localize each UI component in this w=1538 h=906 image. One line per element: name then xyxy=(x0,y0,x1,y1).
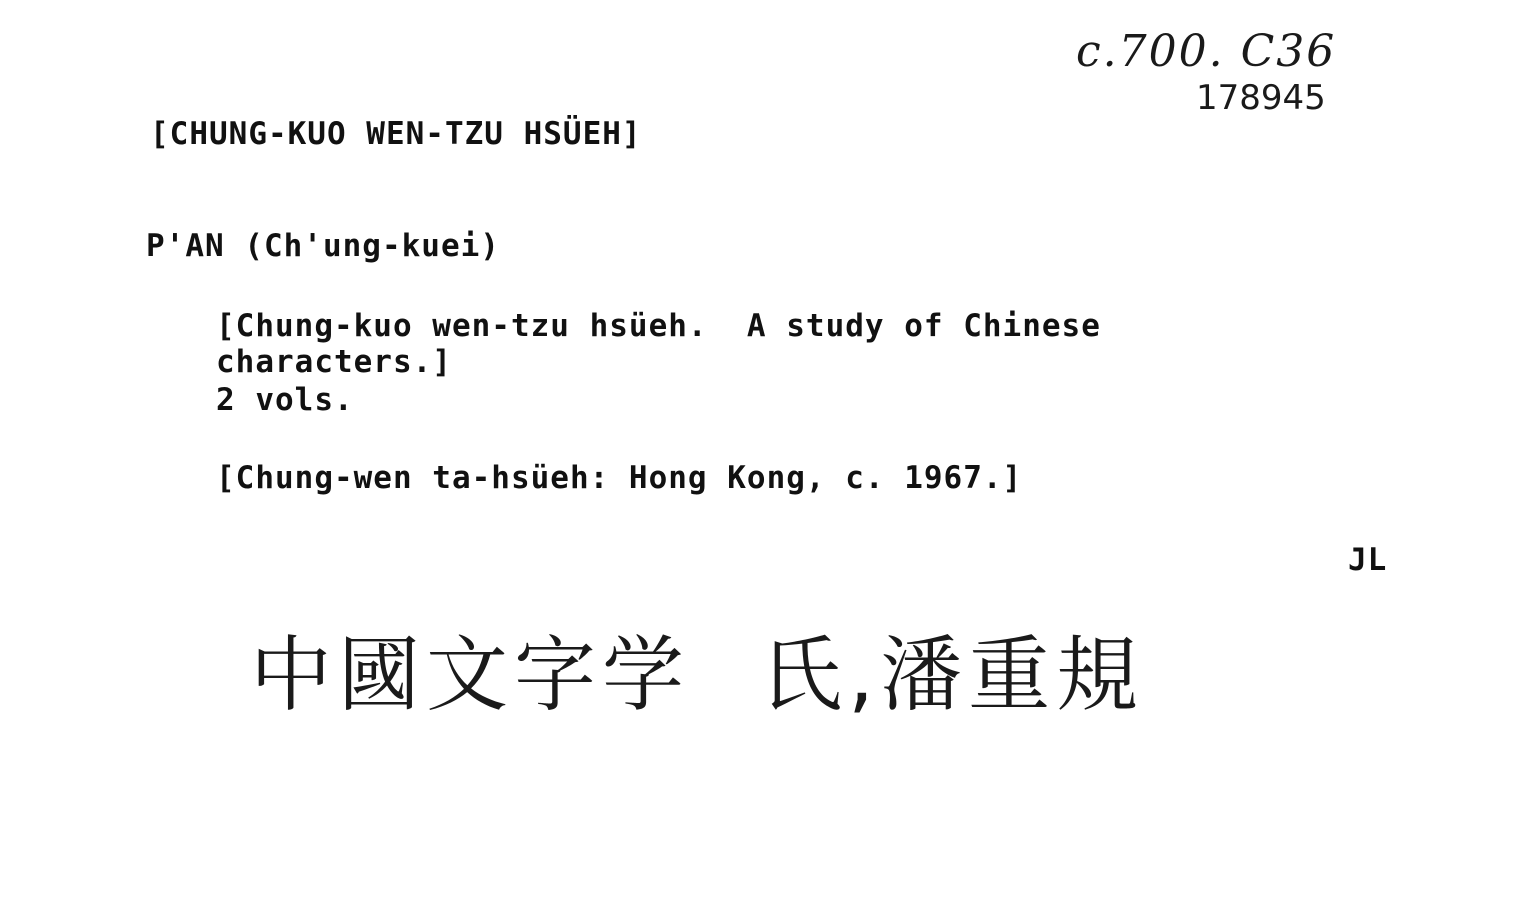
physical-extent: 2 vols. xyxy=(216,382,354,418)
title-statement-line-2: characters.] xyxy=(216,344,452,380)
cataloger-initials: JL xyxy=(1348,542,1388,578)
title-statement-line-1: [Chung-kuo wen-tzu hsüeh. A study of Chinese xyxy=(216,308,1101,344)
handwritten-chinese-author: 氏,潘重規 xyxy=(760,628,1145,723)
imprint: [Chung-wen ta-hsüeh: Hong Kong, c. 1967.] xyxy=(216,460,1023,496)
author-heading: P'AN (Ch'ung-kuei) xyxy=(146,228,500,264)
accession-number: 178945 xyxy=(1196,78,1326,118)
handwritten-chinese-title: 中國文字学 xyxy=(250,628,691,723)
call-number: c.700. C36 xyxy=(1076,26,1337,77)
uniform-title: [CHUNG-KUO WEN-TZU HSÜEH] xyxy=(150,116,642,152)
